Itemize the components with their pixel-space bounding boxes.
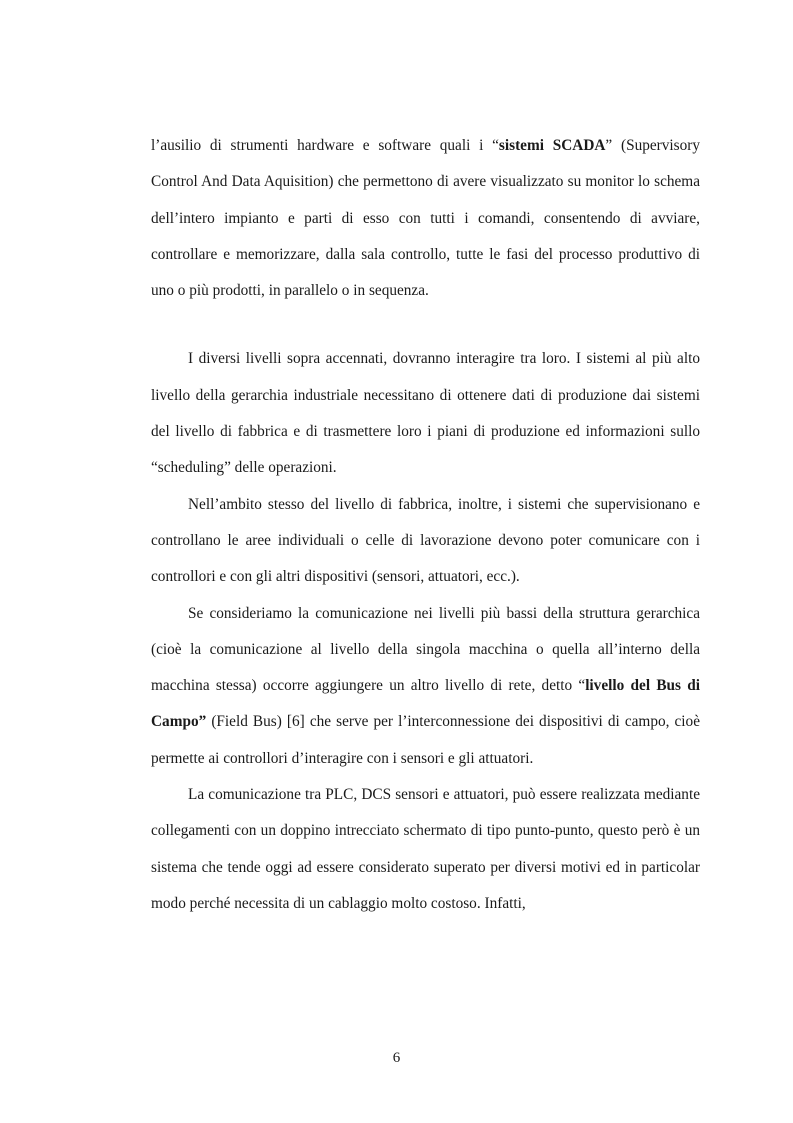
text-run: I diversi livelli sopra accennati, dovranno interagire tra loro. I sistemi al più alto livello della gerarchia industriale necessitano di ottenere dati di produzione dai sistemi del livello di fabbrica e di trasmettere loro i piani di produzione ed informazioni sullo “scheduling” delle operazioni. — [151, 350, 700, 477]
bold-term-sistemi-scada: sistemi SCADA — [498, 137, 606, 154]
paragraph-scada — [151, 128, 700, 309]
paragraph-bus-di-campo — [151, 596, 700, 777]
paragraph-fabbrica — [151, 487, 700, 596]
bold-term-bus-di-campo: livello del Bus di Campo” — [151, 677, 701, 731]
paragraph-comunicazione-plc — [151, 777, 700, 922]
text-run: l’ausilio di strumenti hardware e software quali i “ — [151, 137, 499, 154]
text-run: Nell’ambito stesso del livello di fabbrica, inoltre, i sistemi che supervisionano e controllano le aree individuali o celle di lavorazione devono poter comunicare con i controllori e con gli altri dispositivi (sensori, attuatori, ecc.). — [151, 495, 700, 586]
text-run: Se consideriamo la comunicazione nei livelli più bassi della struttura gerarchica (cioè la comunicazione al livello della singola macchina o quella all’interno della macchina stessa) occorre aggiungere un altro livello di rete, detto “ — [151, 604, 700, 695]
body-text — [151, 128, 700, 922]
text-run: ” (Supervisory Control And Data Aquisition) che permettono di avere visualizzato su monitor lo schema dell’intero impianto e parti di esso con tutti i comandi, consentendo di avviare, controllare e memorizzare, dalla sala controllo, tutte le fasi del processo produttivo di uno o più prodotti, in parallelo o in sequenza. — [151, 137, 701, 300]
text-run: La comunicazione tra PLC, DCS sensori e attuatori, può essere realizzata mediante collegamenti con un doppino intrecciato schermato di tipo punto-punto, questo però è un sistema che tende oggi ad essere considerato superato per diversi motivi ed in particolar modo perché necessita di un cablaggio molto costoso. Infatti, — [151, 786, 700, 912]
paragraph-livelli — [151, 341, 700, 486]
text-run: (Field Bus) [6] che serve per l’interconnessione dei dispositivi di campo, cioè permette ai controllori d’interagire con i sensori e gli attuatori. — [151, 713, 700, 767]
page-number: 6 — [392, 1050, 401, 1066]
